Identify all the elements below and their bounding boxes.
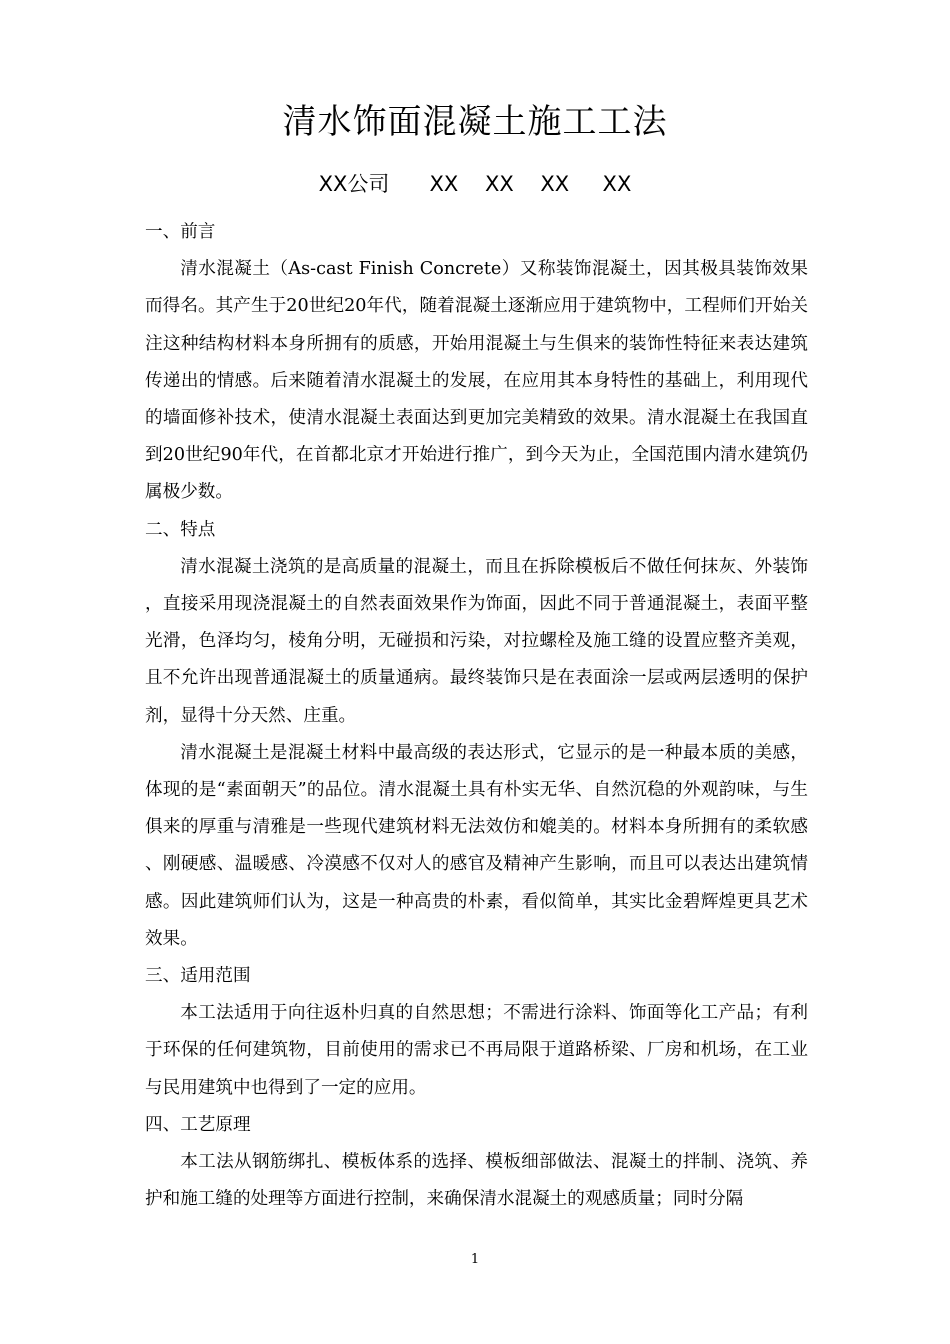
section-features (145, 512, 808, 958)
section-principle (145, 1107, 808, 1219)
document-authors: XX公司 XX XX XX XX (318, 172, 632, 196)
paragraph: 本工法从钢筋绑扎、模板体系的选择、模板细部做法、混凝土的拌制、浇筑、养护和施工缝的处理等方面进行控制，来确保清水混凝土的观感质量；同时分隔 (145, 1152, 808, 1210)
paragraph: 清水混凝土浇筑的是高质量的混凝土，而且在拆除模板后不做任何抹灰、外装饰，直接采用现浇混凝土的自然表面效果作为饰面，因此不同于普通混凝土，表面平整光滑，色泽均匀，棱角分明，无碰损和污染，对拉螺栓及施工缝的设置应整齐美观，且不允许出现普通混凝土的质量通病。最终装饰只是在表面涂一层或两层透明的保护剂，显得十分天然、庄重。 (145, 556, 808, 726)
section-heading: 四、工艺原理 (145, 1114, 251, 1135)
section-preface (145, 214, 808, 512)
section-heading: 一、前言 (145, 222, 216, 242)
document-body (145, 214, 808, 1218)
section-heading: 三、适用范围 (145, 966, 251, 987)
section-scope (145, 958, 808, 1107)
paragraph: 本工法适用于向往返朴归真的自然思想；不需进行涂料、饰面等化工产品；有利于环保的任何建筑物，目前使用的需求已不再局限于道路桥梁、厂房和机场，在工业与民用建筑中也得到了一定的应用。 (145, 1003, 808, 1098)
page-number: 1 (470, 1252, 480, 1267)
section-heading: 二、特点 (145, 519, 216, 540)
paragraph: 清水混凝土（As-cast Finish Concrete）又称装饰混凝土，因其极具装饰效果而得名。其产生于20世纪20年代，随着混凝土逐渐应用于建筑物中，工程师们开始关注这种结构材料本身所拥有的质感，开始用混凝土与生俱来的装饰性特征来表达建筑传递出的情感。后来随着清水混凝土的发展，在应用其本身特性的基础上，利用现代的墙面修补技术，使清水混凝土表面达到更加完美精致的效果。清水混凝土在我国直到20世纪90年代，在首都北京才开始进行推广，到今天为止，全国范围内清水建筑仍属极少数。 (145, 259, 808, 503)
paragraph: 清水混凝土是混凝土材料中最高级的表达形式，它显示的是一种最本质的美感，体现的是“素面朝天”的品位。清水混凝土具有朴实无华、自然沉稳的外观韵味，与生俱来的厚重与清雅是一些现代建筑材料无法效仿和媲美的。材料本身所拥有的柔软感、刚硬感、温暖感、冷漠感不仅对人的感官及精神产生影响，而且可以表达出建筑情感。因此建筑师们认为，这是一种高贵的朴素，看似简单，其实比金碧辉煌更具艺术效果。 (145, 742, 808, 949)
document-title: 清水饰面混凝土施工工法 (282, 102, 668, 142)
